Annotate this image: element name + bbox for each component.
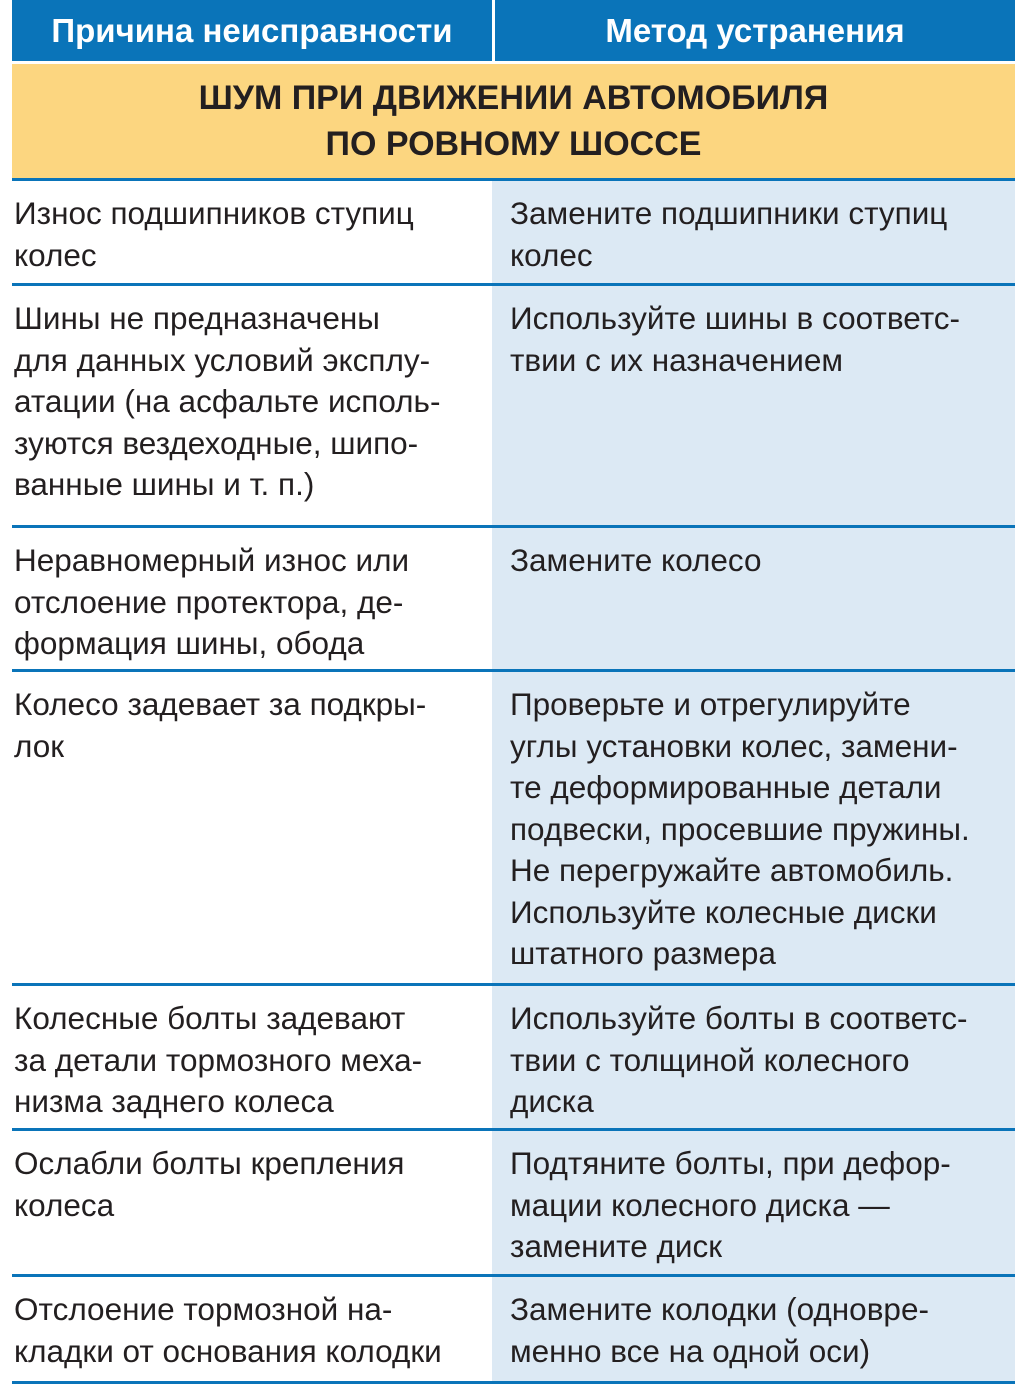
fault-table xyxy=(12,0,1015,1384)
method-line: Не перегружайте автомобиль. xyxy=(510,852,954,888)
method-line: диска xyxy=(510,1083,594,1119)
cause-line: за детали тормозного меха- xyxy=(14,1041,423,1078)
method-line: углы установки колес, замени- xyxy=(510,727,958,764)
table-row xyxy=(12,672,1015,986)
cause-line: формация шины, обода xyxy=(14,625,365,661)
method-cell xyxy=(492,672,1015,983)
table-row xyxy=(12,181,1015,286)
method-line: колес xyxy=(510,236,593,273)
section-title xyxy=(12,64,1015,181)
method-line: менно все на одной оси) xyxy=(510,1332,871,1369)
cause-line: кладки от основания колодки xyxy=(14,1332,442,1369)
table-row xyxy=(12,1131,1015,1277)
header-cause: Причина неисправности xyxy=(12,0,495,61)
method-line: мации колесного диска — xyxy=(510,1186,890,1223)
section-title-line: ПО РОВНОМУ ШОССЕ xyxy=(325,125,702,163)
cause-line: колеса xyxy=(14,1186,115,1223)
cause-line: зуются вездеходные, шипо- xyxy=(14,424,419,461)
cause-cell xyxy=(12,672,492,983)
method-cell xyxy=(492,181,1015,283)
method-line: Замените колодки (одновре- xyxy=(510,1291,929,1327)
method-line: штатного размера xyxy=(510,935,776,971)
cause-line: Колесные болты задевают xyxy=(14,1000,406,1036)
method-cell xyxy=(492,986,1015,1128)
cause-line: Неравномерный износ или xyxy=(14,542,410,578)
method-line: Используйте шины в соответс- xyxy=(510,300,961,336)
table-row xyxy=(12,286,1015,528)
method-line: Используйте болты в соответс- xyxy=(510,1000,968,1036)
cause-cell xyxy=(12,528,492,669)
cause-line: отслоение протектора, де- xyxy=(14,583,404,620)
table-row xyxy=(12,528,1015,672)
cause-cell xyxy=(12,181,492,283)
section-title-line: ШУМ ПРИ ДВИЖЕНИИ АВТОМОБИЛЯ xyxy=(198,79,829,117)
method-line: Замените колесо xyxy=(510,542,762,578)
cause-cell xyxy=(12,986,492,1128)
header-method: Метод устранения xyxy=(605,12,905,49)
cause-line: атации (на асфальте исполь- xyxy=(14,383,441,419)
cause-line: ванные шины и т. п.) xyxy=(14,466,315,502)
cause-cell xyxy=(12,286,492,525)
table-header xyxy=(12,0,1015,64)
cause-line: Шины не предназначены xyxy=(14,300,380,336)
method-cell xyxy=(492,1131,1015,1274)
method-line: Используйте колесные диски xyxy=(510,893,937,930)
cause-cell xyxy=(12,1277,492,1381)
method-cell xyxy=(492,1277,1015,1381)
cause-cell xyxy=(12,1131,492,1274)
method-line: те деформированные детали xyxy=(510,769,942,805)
method-line: Проверьте и отрегулируйте xyxy=(510,686,911,722)
method-line: подвески, просевшие пружины. xyxy=(510,810,970,847)
cause-line: лок xyxy=(14,727,65,764)
method-line: Подтяните болты, при дефор- xyxy=(510,1145,951,1181)
table-row xyxy=(12,1277,1015,1384)
method-line: твии с толщиной колесного xyxy=(510,1041,910,1078)
method-line: замените диск xyxy=(510,1228,722,1264)
method-cell xyxy=(492,528,1015,669)
table-row xyxy=(12,986,1015,1131)
method-line: Замените подшипники ступиц xyxy=(510,195,948,231)
cause-line: Ослабли болты крепления xyxy=(14,1145,405,1181)
cause-line: Отслоение тормозной на- xyxy=(14,1291,393,1327)
cause-line: Колесо задевает за подкры- xyxy=(14,686,427,722)
cause-line: для данных условий эксплу- xyxy=(14,341,431,378)
cause-line: низма заднего колеса xyxy=(14,1083,334,1119)
cause-line: Износ подшипников ступиц xyxy=(14,195,414,231)
method-cell xyxy=(492,286,1015,525)
method-line: твии с их назначением xyxy=(510,341,844,378)
cause-line: колес xyxy=(14,236,97,273)
